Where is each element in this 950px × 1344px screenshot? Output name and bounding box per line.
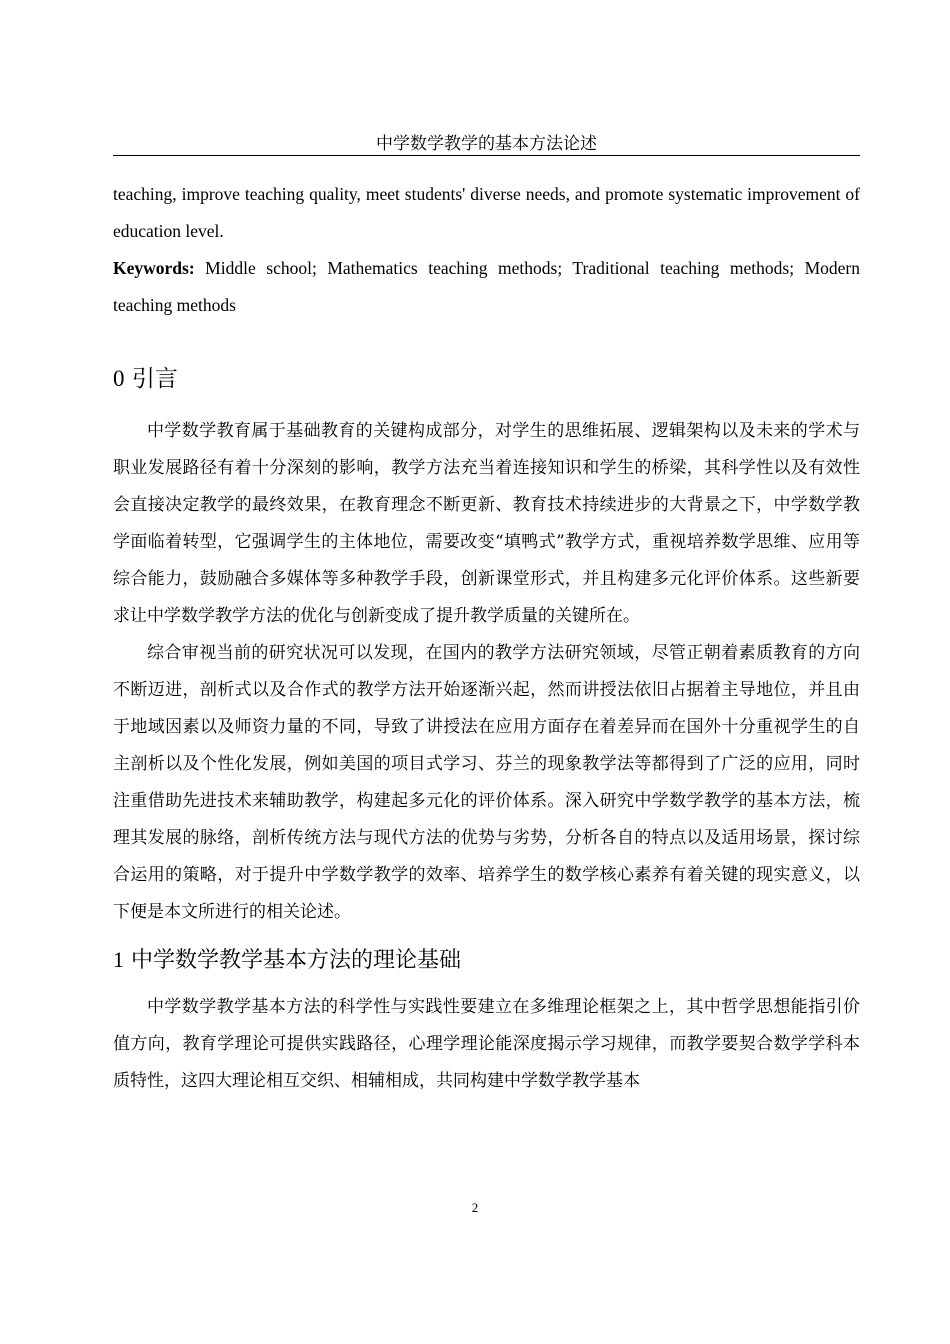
running-header: 中学数学教学的基本方法论述 — [376, 134, 597, 154]
page-number: 2 — [471, 1200, 479, 1215]
section-heading-intro — [113, 364, 860, 394]
section-title: 中学数学教学基本方法的理论基础 — [131, 948, 462, 973]
keywords-label: Keywords: — [113, 258, 195, 278]
page-body — [113, 176, 860, 1100]
header-rule — [113, 155, 860, 156]
section-number: 1 — [113, 947, 124, 972]
keywords-text: Middle school; Mathematics teaching methods; Traditional teaching methods; Modern teaching methods — [113, 258, 860, 315]
section1-paragraph-1: 中学数学教学基本方法的科学性与实践性要建立在多维理论框架之上，其中哲学思想能指引价值方向，教育学理论可提供实践路径，心理学理论能深度揭示学习规律，而教学要契合数学学科本质特性，这四大理论相互交织、相辅相成，共同构建中学数学教学基本 — [113, 997, 860, 1091]
intro-paragraph-1: 中学数学教育属于基础教育的关键构成部分，对学生的思维拓展、逻辑架构以及未来的学术与职业发展路径有着十分深刻的影响，教学方法充当着连接知识和学生的桥梁，其科学性以及有效性会直接决定教学的最终效果，在教育理念不断更新、教育技术持续进步的大背景之下，中学数学教学面临着转型，它强调学生的主体地位，需要改变“填鸭式”教学方式，重视培养数学思维、应用等综合能力，鼓励融合多媒体等多种教学手段，创新课堂形式，并且构建多元化评价体系。这些新要求让中学数学教学方法的优化与创新变成了提升教学质量的关键所在。 — [113, 421, 860, 626]
intro-paragraph-2: 综合审视当前的研究状况可以发现，在国内的教学方法研究领域，尽管正朝着素质教育的方向不断迈进，剖析式以及合作式的教学方法开始逐渐兴起，然而讲授法依旧占据着主导地位，并且由于地域因素以及师资力量的不同，导致了讲授法在应用方面存在着差异而在国外十分重视学生的自主剖析以及个性化发展，例如美国的项目式学习、芬兰的现象教学法等都得到了广泛的应用，同时注重借助先进技术来辅助教学，构建起多元化的评价体系。深入研究中学数学教学的基本方法，梳理其发展的脉络，剖析传统方法与现代方法的优势与劣势，分析各自的特点以及适用场景，探讨综合运用的策略，对于提升中学数学教学的效率、培养学生的数学核心素养有着关键的现实意义，以下便是本文所进行的相关论述。 — [113, 643, 860, 922]
section-title: 引言 — [131, 366, 178, 392]
keywords-line — [113, 250, 860, 324]
section-number: 0 — [113, 366, 125, 391]
abstract-continuation: teaching, improve teaching quality, meet students' diverse needs, and promote systematic improvement of education level. — [113, 184, 860, 241]
section-heading-1 — [113, 945, 860, 976]
